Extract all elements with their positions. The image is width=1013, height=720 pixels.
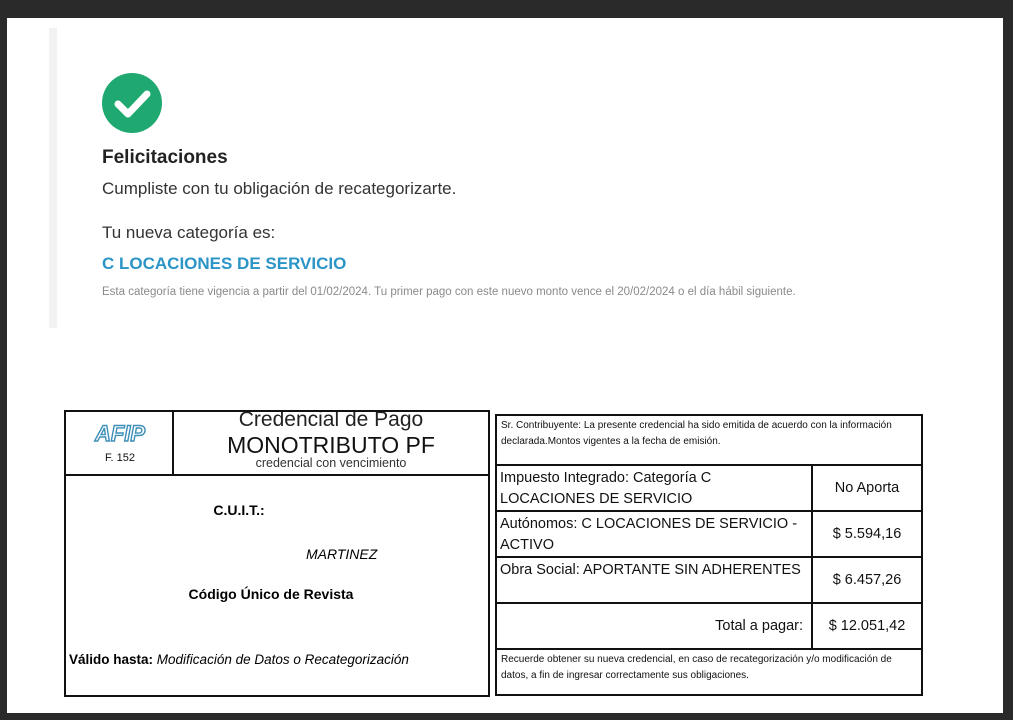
table-row: [497, 556, 921, 602]
table-row: [497, 510, 921, 556]
valid-label: Válido hasta:: [69, 652, 154, 667]
category-note: Esta categoría tiene vigencia a partir del 01/02/2024. Tu primer pago con este nuevo monto vence el 20/02/2024 o el día hábil siguiente.: [102, 286, 796, 298]
payment-detail-table: [495, 414, 923, 696]
success-message: Cumpliste con tu obligación de recategorizarte.: [102, 179, 457, 198]
valid-value: Modificación de Datos o Recategorización: [156, 652, 409, 667]
success-title: Felicitaciones: [102, 147, 228, 168]
svg-text:AFIP: AFIP: [94, 421, 146, 446]
cuit-label: C.U.I.T.:: [213, 502, 265, 518]
item-description: Obra Social: APORTANTE SIN ADHERENTES: [500, 562, 801, 578]
document: [7, 18, 1003, 713]
item-description: Impuesto Integrado: Categoría C LOCACIONES DE SERVICIO: [500, 470, 712, 507]
card-edge: [49, 28, 57, 328]
total-amount: $ 12.051,42: [811, 604, 921, 648]
credential-type: MONOTRIBUTO PF: [227, 432, 435, 458]
table-row: [497, 464, 921, 510]
item-amount: $ 6.457,26: [811, 558, 921, 602]
footer-note: Recuerde obtener su nueva credencial, en caso de recategorización y/o modificación de datos, a fin de ingresar correctamente sus obligaciones.: [501, 654, 892, 681]
taxpayer-name: MARTINEZ: [306, 546, 378, 562]
logo-cell: [66, 412, 174, 476]
category-label: Tu nueva categoría es:: [102, 223, 276, 242]
item-amount: $ 5.594,16: [811, 512, 921, 556]
credential-title: Credencial de Pago: [238, 412, 424, 431]
header-note: Sr. Contribuyente: La presente credencial ha sido emitida de acuerdo con la información declarada.Montos vigentes a la fecha de emisión.: [501, 420, 892, 447]
codigo-label: Código Único de Revista: [188, 586, 354, 602]
category-value: C LOCACIONES DE SERVICIO: [102, 254, 347, 273]
check-circle-icon: [102, 73, 162, 133]
credential-subtitle: credencial con vencimiento: [255, 456, 407, 470]
total-label: Total a pagar:: [715, 618, 803, 634]
credential-header: [174, 412, 488, 476]
valid-until: [69, 652, 409, 667]
footer-row: [497, 648, 921, 694]
item-description: Autónomos: C LOCACIONES DE SERVICIO - ACTIVO: [500, 516, 798, 553]
item-amount: No Aporta: [811, 466, 921, 510]
afip-logo: [80, 420, 160, 446]
payment-credential: [64, 410, 490, 697]
form-number: F. 152: [105, 452, 135, 464]
total-row: [497, 602, 921, 648]
